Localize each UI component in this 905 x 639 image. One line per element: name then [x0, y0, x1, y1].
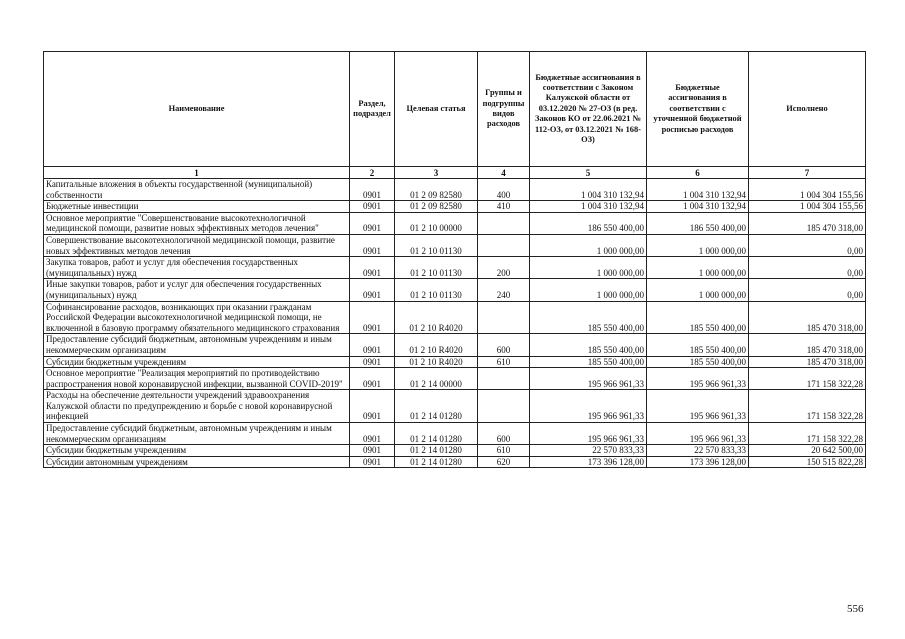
table-row: [44, 257, 866, 279]
row-section: 0901: [350, 279, 395, 301]
row-section: 0901: [350, 301, 395, 334]
row-target-article: 01 2 10 R4020: [395, 356, 478, 368]
row-name: Субсидии автономным учреждениям: [44, 456, 350, 468]
row-name: Основное мероприятие "Совершенствование высокотехнологичной медицинской помощи, развитие новых эффективных методов лечения": [44, 212, 350, 234]
row-section: 0901: [350, 423, 395, 445]
column-number: 5: [530, 167, 647, 179]
row-executed: 1 004 304 155,56: [749, 179, 866, 201]
row-name: Совершенствование высокотехнологичной медицинской помощи, развитие новых эффективных методов лечения: [44, 234, 350, 256]
column-number: 6: [647, 167, 749, 179]
row-law-allocation: 195 966 961,33: [530, 368, 647, 390]
row-expense-group: 410: [478, 201, 530, 213]
row-target-article: 01 2 10 01130: [395, 257, 478, 279]
row-executed: 185 470 318,00: [749, 301, 866, 334]
row-executed: 0,00: [749, 257, 866, 279]
row-law-allocation: 185 550 400,00: [530, 334, 647, 356]
row-section: 0901: [350, 212, 395, 234]
table-row: [44, 356, 866, 368]
table-row: [44, 301, 866, 334]
row-name: Закупка товаров, работ и услуг для обеспечения государственных (муниципальных) нужд: [44, 257, 350, 279]
row-name: Бюджетные инвестиции: [44, 201, 350, 213]
table-body: [44, 179, 866, 468]
row-refined-allocation: 1 004 310 132,94: [647, 201, 749, 213]
row-target-article: 01 2 14 01280: [395, 456, 478, 468]
row-law-allocation: 195 966 961,33: [530, 423, 647, 445]
column-number: 2: [350, 167, 395, 179]
row-name: Субсидии бюджетным учреждениям: [44, 445, 350, 457]
table-row: [44, 456, 866, 468]
table-row: [44, 179, 866, 201]
row-executed: 185 470 318,00: [749, 212, 866, 234]
row-expense-group: [478, 212, 530, 234]
header-name: Наименование: [44, 52, 350, 167]
row-expense-group: 600: [478, 334, 530, 356]
row-refined-allocation: 185 550 400,00: [647, 301, 749, 334]
header-target-article: Целевая статья: [395, 52, 478, 167]
column-number: 7: [749, 167, 866, 179]
row-refined-allocation: 1 000 000,00: [647, 257, 749, 279]
row-section: 0901: [350, 179, 395, 201]
row-executed: 171 158 322,28: [749, 423, 866, 445]
row-name: Расходы на обеспечение деятельности учреждений здравоохранения Калужской области по предупреждению и борьбе с новой коронавирусной инфекцией: [44, 390, 350, 423]
table-row: [44, 423, 866, 445]
table-row: [44, 279, 866, 301]
table-row: [44, 212, 866, 234]
row-name: Иные закупки товаров, работ и услуг для обеспечения государственных (муниципальных) нужд: [44, 279, 350, 301]
row-executed: 150 515 822,28: [749, 456, 866, 468]
budget-execution-table: [43, 51, 866, 468]
row-name: Капитальные вложения в объекты государственной (муниципальной) собственности: [44, 179, 350, 201]
row-executed: 1 004 304 155,56: [749, 201, 866, 213]
row-law-allocation: 185 550 400,00: [530, 356, 647, 368]
row-refined-allocation: 173 396 128,00: [647, 456, 749, 468]
header-refined-allocations: Бюджетные ассигнования в соответствии с уточненной бюджетной росписью расходов: [647, 52, 749, 167]
row-refined-allocation: 195 966 961,33: [647, 423, 749, 445]
row-law-allocation: 173 396 128,00: [530, 456, 647, 468]
row-executed: 185 470 318,00: [749, 334, 866, 356]
row-expense-group: 610: [478, 356, 530, 368]
table-row: [44, 334, 866, 356]
row-name: Предоставление субсидий бюджетным, автономным учреждениям и иным некоммерческим организациям: [44, 334, 350, 356]
page-number: 556: [847, 603, 864, 615]
table-row: [44, 390, 866, 423]
row-law-allocation: 195 966 961,33: [530, 390, 647, 423]
column-number: 1: [44, 167, 350, 179]
column-number: 4: [478, 167, 530, 179]
row-refined-allocation: 1 000 000,00: [647, 279, 749, 301]
row-section: 0901: [350, 257, 395, 279]
row-target-article: 01 2 14 01280: [395, 445, 478, 457]
row-executed: 171 158 322,28: [749, 390, 866, 423]
row-name: Предоставление субсидий бюджетным, автономным учреждениям и иным некоммерческим организациям: [44, 423, 350, 445]
row-section: 0901: [350, 201, 395, 213]
row-section: 0901: [350, 234, 395, 256]
table-row: [44, 201, 866, 213]
row-refined-allocation: 185 550 400,00: [647, 334, 749, 356]
row-executed: 171 158 322,28: [749, 368, 866, 390]
table-row: [44, 234, 866, 256]
header-section: Раздел, подраздел: [350, 52, 395, 167]
row-expense-group: [478, 301, 530, 334]
row-expense-group: 240: [478, 279, 530, 301]
row-executed: 20 642 500,00: [749, 445, 866, 457]
row-section: 0901: [350, 445, 395, 457]
row-law-allocation: 1 004 310 132,94: [530, 201, 647, 213]
row-refined-allocation: 1 000 000,00: [647, 234, 749, 256]
row-executed: 0,00: [749, 279, 866, 301]
row-law-allocation: 1 000 000,00: [530, 279, 647, 301]
row-target-article: 01 2 10 01130: [395, 279, 478, 301]
row-name: Основное мероприятие "Реализация мероприятий по противодействию распространения новой коронавирусной инфекции, вызванной COVID-2019": [44, 368, 350, 390]
row-expense-group: [478, 390, 530, 423]
row-expense-group: [478, 368, 530, 390]
header-row: [44, 52, 866, 167]
row-expense-group: 620: [478, 456, 530, 468]
row-expense-group: 400: [478, 179, 530, 201]
row-law-allocation: 1 000 000,00: [530, 257, 647, 279]
column-numbers-row: [44, 167, 866, 179]
table-row: [44, 445, 866, 457]
row-target-article: 01 2 14 01280: [395, 390, 478, 423]
row-refined-allocation: 185 550 400,00: [647, 356, 749, 368]
row-expense-group: 200: [478, 257, 530, 279]
row-executed: 0,00: [749, 234, 866, 256]
row-target-article: 01 2 10 R4020: [395, 301, 478, 334]
row-law-allocation: 1 004 310 132,94: [530, 179, 647, 201]
row-refined-allocation: 1 004 310 132,94: [647, 179, 749, 201]
row-target-article: 01 2 09 82580: [395, 179, 478, 201]
row-section: 0901: [350, 368, 395, 390]
row-law-allocation: 1 000 000,00: [530, 234, 647, 256]
header-expense-group: Группы и подгруппы видов расходов: [478, 52, 530, 167]
row-target-article: 01 2 14 00000: [395, 368, 478, 390]
budget-table-container: [43, 51, 865, 468]
header-executed: Исполнено: [749, 52, 866, 167]
row-section: 0901: [350, 390, 395, 423]
row-expense-group: [478, 234, 530, 256]
row-target-article: 01 2 10 R4020: [395, 334, 478, 356]
row-refined-allocation: 22 570 833,33: [647, 445, 749, 457]
row-name: Софинансирование расходов, возникающих при оказании гражданам Российской Федерации высокотехнологичной медицинской помощи, не включенной в базовую программу обязательного медицинского страхования: [44, 301, 350, 334]
row-executed: 185 470 318,00: [749, 356, 866, 368]
row-law-allocation: 22 570 833,33: [530, 445, 647, 457]
row-law-allocation: 185 550 400,00: [530, 301, 647, 334]
table-row: [44, 368, 866, 390]
row-name: Субсидии бюджетным учреждениям: [44, 356, 350, 368]
row-section: 0901: [350, 356, 395, 368]
row-law-allocation: 186 550 400,00: [530, 212, 647, 234]
row-refined-allocation: 195 966 961,33: [647, 368, 749, 390]
row-target-article: 01 2 10 01130: [395, 234, 478, 256]
row-refined-allocation: 195 966 961,33: [647, 390, 749, 423]
row-target-article: 01 2 09 82580: [395, 201, 478, 213]
row-target-article: 01 2 10 00000: [395, 212, 478, 234]
header-law-allocations: Бюджетные ассигнования в соответствии с Законом Калужской области от 03.12.2020 № 27-ОЗ (в ред. Законов КО от 22.06.2021 № 112-ОЗ, от 03.12.2021 № 168-ОЗ): [530, 52, 647, 167]
column-number: 3: [395, 167, 478, 179]
row-target-article: 01 2 14 01280: [395, 423, 478, 445]
row-expense-group: 600: [478, 423, 530, 445]
row-section: 0901: [350, 456, 395, 468]
row-expense-group: 610: [478, 445, 530, 457]
row-section: 0901: [350, 334, 395, 356]
row-refined-allocation: 186 550 400,00: [647, 212, 749, 234]
